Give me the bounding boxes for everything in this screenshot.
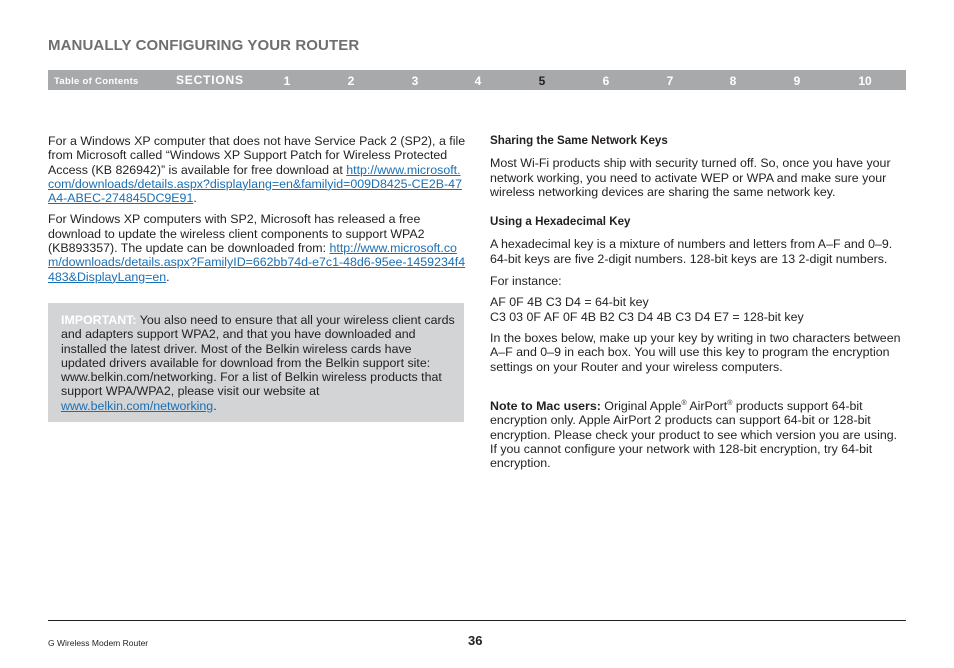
example-128bit: C3 03 0F AF 0F 4B B2 C3 D4 4B C3 D4 E7 = 128-bit key [490,309,804,324]
table-of-contents-link[interactable]: Table of Contents [54,76,139,87]
key-boxes-instructions: In the boxes below, make up your key by writing in two characters between A–F and 0–9 in each box. You will use this key to program the encryption settings on your Router and your wireless computers. [490,330,901,374]
hex-key-heading: Using a Hexadecimal Key [490,215,631,229]
important-note-box [48,303,464,422]
for-instance-text: For instance: [490,274,562,289]
section-nav-bar [48,70,906,90]
section-link-8[interactable]: 8 [729,74,737,88]
section-link-5-active[interactable]: 5 [538,74,546,88]
section-link-9[interactable]: 9 [793,74,801,88]
sharing-keys-paragraph: Most Wi-Fi products ship with security turned off. So, once you have your network working, you need to activate WEP or WPA and make sure your wireless networking devices are sharing the same network key. [490,156,891,199]
right-column [490,134,906,470]
sp2-update-paragraph: For Windows XP computers with SP2, Microsoft has released a free download to update the wireless client components to support WPA2 (KB893357). The update can be downloaded from: http://www.microsoft.com/downloads/details.aspx?FamilyID=662bb74d-e7c1-48d6-95ee-1459234f4483&DisplayLang=en. [48,212,466,284]
kb826942-download-link[interactable]: http://www.microsoft.com/downloads/details.aspx?displaylang=en&familyid=009D8425-CE2B-47A4-ABEC-274845DC9E91 [48,162,462,206]
important-note-text: IMPORTANT: You also need to ensure that all your wireless client cards and adapters support WPA2, and that you have downloaded and installed the latest driver. Most of the Belkin wireless cards have updated drivers available for download from the Belkin support site: www.belkin.com/networking. For a list of Belkin wireless products that support WPA/WPA2, please visit our website at www.belkin.com/networking. [61,313,455,413]
footer-product-name: G Wireless Modem Router [48,638,149,648]
left-column [48,134,466,284]
page-title: MANUALLY CONFIGURING YOUR ROUTER [48,37,360,54]
example-64bit: AF 0F 4B C3 D4 = 64-bit key [490,295,649,310]
section-link-2[interactable]: 2 [347,74,355,88]
section-link-3[interactable]: 3 [411,74,419,88]
section-link-10[interactable]: 10 [858,74,872,88]
sharing-keys-heading: Sharing the Same Network Keys [490,134,668,147]
footer-divider [48,620,906,621]
section-link-1[interactable]: 1 [283,74,291,88]
section-link-6[interactable]: 6 [602,74,610,88]
important-label: IMPORTANT: [61,313,137,327]
section-link-7[interactable]: 7 [666,74,674,88]
hex-key-paragraph: A hexadecimal key is a mixture of numbers and letters from A–F and 0–9. 64-bit keys are five 2-digit numbers. 128-bit keys are 13 2-digit numbers. [490,237,893,266]
sections-label: SECTIONS [176,73,244,87]
mac-note-label: Note to Mac users: [490,398,601,413]
sp2-paragraph: For a Windows XP computer that does not have Service Pack 2 (SP2), a file from Microsoft called “Windows XP Support Patch for Wireless Protected Access (KB 826942)” is available for free download at http://www.microsoft.com/downloads/details.aspx?displaylang=en&familyid=009D8425-CE2B-47A4-ABEC-274845DC9E91. [48,134,466,206]
page-number: 36 [468,633,483,648]
mac-users-note: Note to Mac users: Original Apple® AirPort® products support 64-bit encryption only. Apple AirPort 2 products can support 64-bit or 128-bit encryption. Please check your product to see which version you are using. If you cannot configure your network with 128-bit encryption, try 64-bit encryption. [490,398,898,471]
kb893357-download-link[interactable]: http://www.microsoft.com/downloads/details.aspx?FamilyID=662bb74d-e7c1-48d6-95ee-1459234f4483&DisplayLang=en [48,241,466,284]
section-link-4[interactable]: 4 [474,74,482,88]
registered-mark: ® [681,399,687,407]
belkin-networking-link[interactable]: www.belkin.com/networking [61,398,214,413]
registered-mark-2: ® [727,399,733,407]
